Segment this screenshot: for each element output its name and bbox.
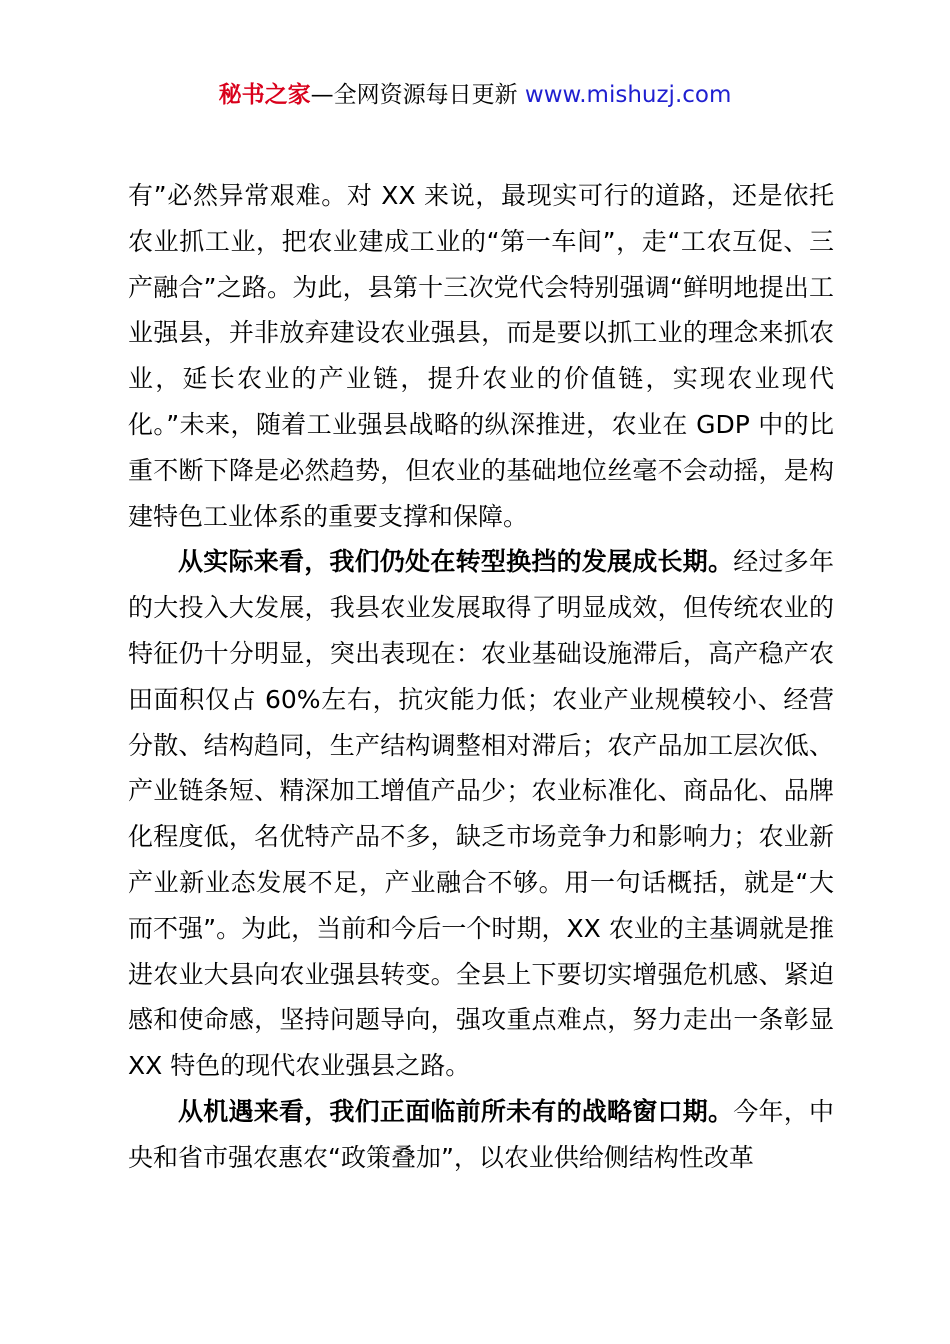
paragraph-1: [128, 173, 834, 539]
site-brand: 秘书之家: [218, 82, 311, 108]
paragraph-1-text: 有”必然异常艰难。对 XX 来说，最现实可行的道路，还是依托农业抓工业，把农业建成工业的“第一车间”，走“工农互促、三产融合”之路。为此，县第十三次党代会特别强调“鲜明地提出工业强县，并非放弃建设农业强县，而是要以抓工业的理念来抓农业，延长农业的产业链，提升农业的价值链，实现农业现代化。”未来，随着工业强县战略的纵深推进，农业在 GDP 中的比重不断下降是必然趋势，但农业的基础地位丝毫不会动摇，是构建特色工业体系的重要支撑和保障。: [128, 181, 834, 531]
paragraph-3-lead: 从机遇来看，我们正面临前所未有的战略窗口期。: [178, 1096, 734, 1126]
site-tagline: —全网资源每日更新: [310, 82, 525, 108]
paragraph-2-text: 经过多年的大投入大发展，我县农业发展取得了明显成效，但传统农业的特征仍十分明显，突出表现在：农业基础设施滞后，高产稳产农田面积仅占 60%左右，抗灾能力低；农业产业规模较小、经营分散、结构趋同，生产结构调整相对滞后；农产品加工层次低、产业链条短、精深加工增值产品少；农业标准化、商品化、品牌化程度低，名优特产品不多，缺乏市场竞争力和影响力；农业新产业新业态发展不足，产业融合不够。用一句话概括，就是“大而不强”。为此，当前和今后一个时期，XX 农业的主基调就是推进农业大县向农业强县转变。全县上下要切实增强危机感、紧迫感和使命感，坚持问题导向，强攻重点难点，努力走出一条彰显 XX 特色的现代农业强县之路。: [128, 547, 834, 1081]
site-header: [0, 78, 950, 112]
paragraph-3-text: 今年，中央和省市强农惠农“政策叠加”，以农业供给侧结构性改革: [128, 1096, 834, 1172]
paragraph-2: [128, 539, 834, 1089]
site-url-link[interactable]: www.mishuzj.com: [524, 82, 732, 108]
paragraph-3: [128, 1089, 834, 1181]
document-body: [128, 173, 834, 1181]
paragraph-2-lead: 从实际来看，我们仍处在转型换挡的发展成长期。: [178, 547, 734, 577]
